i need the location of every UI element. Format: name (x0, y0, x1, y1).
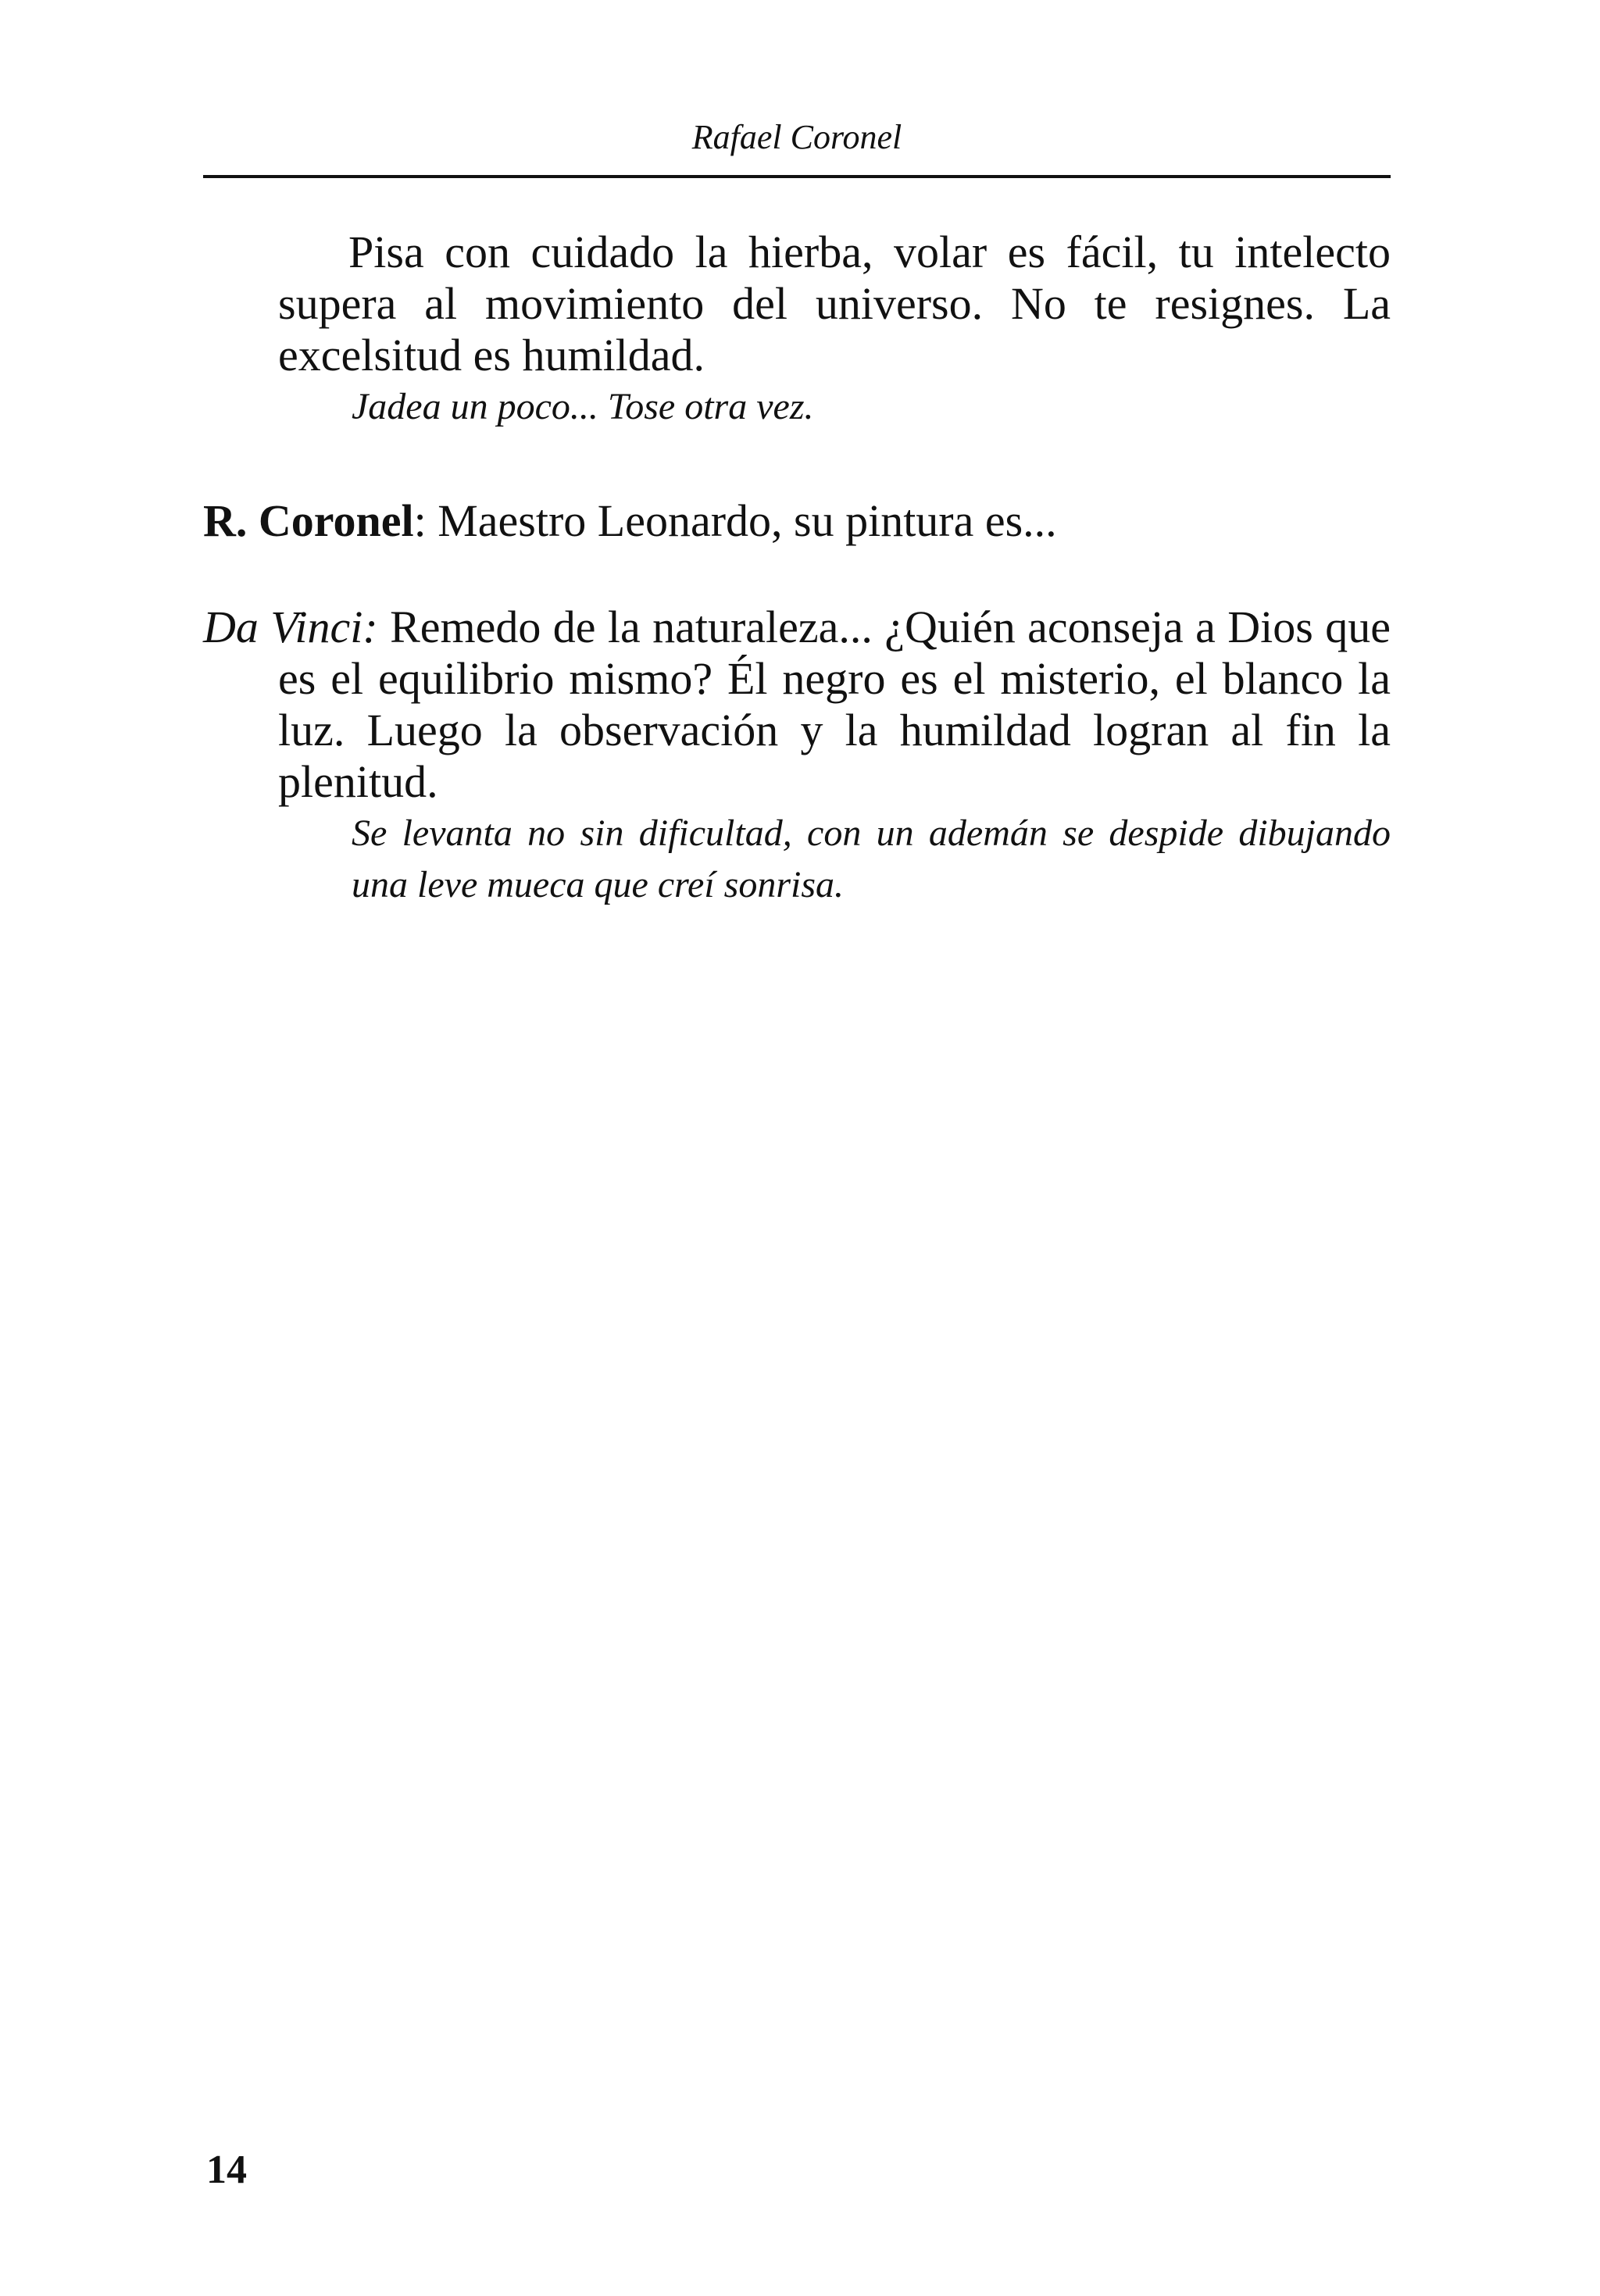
stage-direction: Se levanta no sin dificultad, con un ademán se despide dibujando una leve mueca que creí sonrisa. (352, 812, 1391, 905)
spacer (203, 433, 1391, 495)
spacer (203, 547, 1391, 602)
dialogue-line-coronel (203, 495, 1391, 547)
dialogue-text: Maestro Leonardo, su pintura es... (426, 495, 1057, 546)
dialogue-text: Remedo de la naturaleza... ¿Quién aconseja a Dios que es el equilibrio mismo? Él negro es el misterio, el blanco la luz. Luego la observación y la humildad logran al fin la plenitud. (278, 602, 1391, 807)
paragraph-continuation: Pisa con cuidado la hierba, volar es fácil, tu intelecto supera al movimiento del universo. No te resignes. La excelsitud es humildad. (278, 227, 1391, 380)
speaker-name: Da Vinci: (203, 602, 378, 652)
header-rule (203, 175, 1391, 178)
dialogue-line-davinci (203, 602, 1391, 808)
page-number: 14 (206, 2148, 247, 2192)
running-header-title: Rafael Coronel (691, 118, 902, 156)
speaker-separator: : (413, 495, 427, 546)
page-body (203, 227, 1391, 911)
stage-direction: Jadea un poco... Tose otra vez. (352, 386, 814, 427)
speaker-name: R. Coronel (203, 495, 414, 546)
